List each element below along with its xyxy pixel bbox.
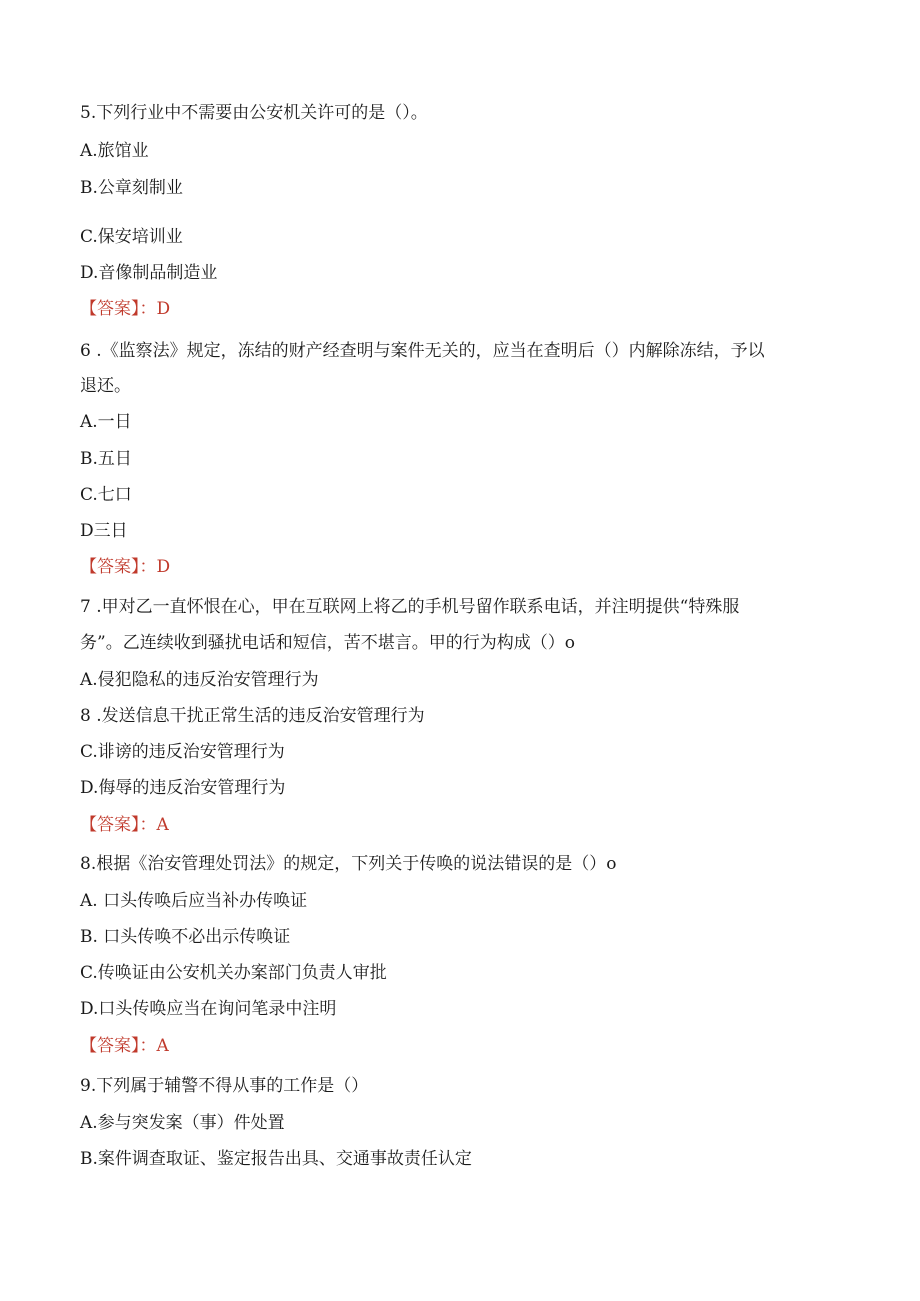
question-5-stem: 5.下列行业中不需要由公安机关许可的是（）。 bbox=[80, 103, 428, 123]
question-7-option-d: D.侮辱的违反治安管理行为 bbox=[80, 778, 286, 798]
question-6-answer bbox=[80, 556, 170, 578]
question-8-option-a: A. 口头传唤后应当补办传唤证 bbox=[80, 891, 308, 911]
question-5-option-a: A.旅馆业 bbox=[80, 141, 149, 161]
question-5-option-c: C.保安培训业 bbox=[80, 227, 183, 247]
question-7-stem-line-2: 务”。乙连续收到骚扰电话和短信，苦不堪言。甲的行为构成（）o bbox=[80, 633, 575, 653]
question-5-option-d: D.音像制品制造业 bbox=[80, 263, 218, 283]
question-8-option-d: D.口头传唤应当在询问笔录中注明 bbox=[80, 999, 337, 1019]
question-5-option-b: B.公章刻制业 bbox=[80, 178, 183, 198]
question-8-answer bbox=[80, 1035, 169, 1057]
answer-label: 【答案】： bbox=[80, 1036, 157, 1056]
question-8-option-b: B. 口头传唤不必出示传唤证 bbox=[80, 927, 291, 947]
question-7-option-a: A.侵犯隐私的违反治安管理行为 bbox=[80, 670, 319, 690]
answer-value: A bbox=[156, 815, 169, 835]
question-6-stem-line-2: 退还。 bbox=[80, 376, 131, 396]
question-9-stem: 9.下列属于辅警不得从事的工作是（） bbox=[80, 1076, 369, 1096]
question-9-option-a: A.参与突发案（事）件处置 bbox=[80, 1113, 285, 1133]
answer-label: 【答案】： bbox=[80, 557, 157, 577]
answer-value: D bbox=[156, 299, 171, 319]
answer-value: D bbox=[156, 557, 171, 577]
answer-label: 【答案】： bbox=[80, 815, 157, 835]
question-7-stem-line-1: 7 .甲对乙一直怀恨在心，甲在互联网上将乙的手机号留作联系电话，并注明提供“特殊服 bbox=[80, 597, 740, 617]
question-6-option-a: A.一日 bbox=[80, 412, 132, 432]
question-6-stem-line-1: 6 .《监察法》规定，冻结的财产经查明与案件无关的，应当在查明后（）内解除冻结，予以 bbox=[80, 341, 765, 361]
answer-label: 【答案】： bbox=[80, 299, 157, 319]
question-6-option-b: B.五日 bbox=[80, 449, 132, 469]
question-8-stem: 8.根据《治安管理处罚法》的规定，下列关于传唤的说法错误的是（）o bbox=[80, 854, 617, 874]
question-7-option-b: 8 .发送信息干扰正常生活的违反治安管理行为 bbox=[80, 706, 425, 726]
question-7-answer bbox=[80, 814, 169, 836]
question-7-option-c: C.诽谤的违反治安管理行为 bbox=[80, 742, 285, 762]
question-5-answer bbox=[80, 298, 170, 320]
question-8-option-c: C.传唤证由公安机关办案部门负责人审批 bbox=[80, 963, 387, 983]
question-6-option-c: C.七口 bbox=[80, 485, 132, 505]
question-9-option-b: B.案件调查取证、鉴定报告出具、交通事故责任认定 bbox=[80, 1149, 472, 1169]
question-6-option-d: D三日 bbox=[80, 521, 128, 541]
answer-value: A bbox=[156, 1036, 169, 1056]
